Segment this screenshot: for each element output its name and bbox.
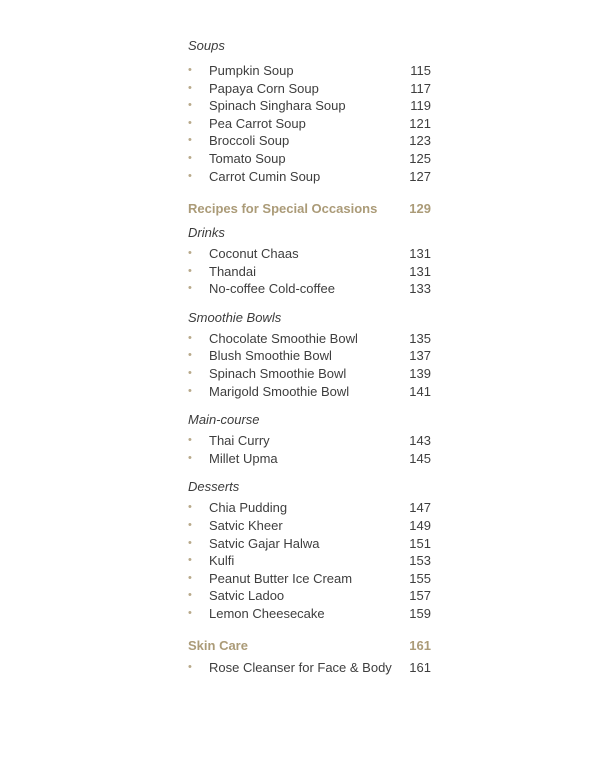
bullet-icon: • — [188, 64, 192, 76]
bullet-icon: • — [188, 367, 192, 379]
entry-label: Pea Carrot Soup — [209, 116, 306, 131]
entry-page-number: 147 — [409, 500, 431, 515]
entry-label: Tomato Soup — [209, 151, 286, 166]
entry-label: No-coffee Cold-coffee — [209, 281, 335, 296]
section-heading-smoothie-bowls: Smoothie Bowls — [188, 310, 282, 325]
section-heading-desserts: Desserts — [188, 479, 240, 494]
entry-page-number: 135 — [409, 331, 431, 346]
bullet-icon: • — [188, 170, 192, 182]
entry-label: Blush Smoothie Bowl — [209, 348, 332, 363]
bullet-icon: • — [188, 537, 192, 549]
entry-page-number: 121 — [409, 116, 431, 131]
section-heading-soups: Soups — [188, 38, 225, 53]
bullet-icon: • — [188, 82, 192, 94]
bullet-icon: • — [188, 607, 192, 619]
entry-page-number: 123 — [409, 133, 431, 148]
bullet-icon: • — [188, 152, 192, 164]
entry-page-number: 127 — [409, 169, 431, 184]
chapter-title: Skin Care — [188, 638, 248, 653]
entry-page-number: 131 — [409, 264, 431, 279]
entry-label: Satvic Kheer — [209, 518, 283, 533]
entry-label: Marigold Smoothie Bowl — [209, 384, 350, 399]
entry-label: Millet Upma — [209, 451, 278, 466]
entry-label: Broccoli Soup — [209, 133, 290, 148]
bullet-icon: • — [188, 247, 192, 259]
entry-page-number: 155 — [409, 571, 431, 586]
entry-label: Coconut Chaas — [209, 246, 299, 261]
section-heading-main-course: Main-course — [188, 412, 260, 427]
entry-label: Satvic Gajar Halwa — [209, 536, 320, 551]
entry-label: Satvic Ladoo — [209, 588, 285, 603]
bullet-icon: • — [188, 589, 192, 601]
bullet-icon: • — [188, 332, 192, 344]
entry-page-number: 161 — [409, 660, 431, 675]
chapter-title: Recipes for Special Occasions — [188, 201, 378, 216]
entry-page-number: 137 — [409, 348, 431, 363]
bullet-icon: • — [188, 661, 192, 673]
entry-page-number: 149 — [409, 518, 431, 533]
entry-page-number: 115 — [410, 63, 431, 78]
entry-label: Chocolate Smoothie Bowl — [209, 331, 358, 346]
entry-page-number: 143 — [409, 433, 431, 448]
entry-label: Spinach Smoothie Bowl — [209, 366, 347, 381]
entry-page-number: 157 — [409, 588, 431, 603]
bullet-icon: • — [188, 572, 192, 584]
bullet-icon: • — [188, 385, 192, 397]
entry-label: Thandai — [209, 264, 256, 279]
entry-label: Chia Pudding — [209, 500, 288, 515]
entry-page-number: 139 — [409, 366, 431, 381]
entry-page-number: 151 — [409, 536, 431, 551]
entry-label: Spinach Singhara Soup — [209, 98, 346, 113]
bullet-icon: • — [188, 134, 192, 146]
entry-page-number: 133 — [409, 281, 431, 296]
bullet-icon: • — [188, 554, 192, 566]
chapter-heading-skin-care[interactable] — [188, 638, 431, 654]
entry-label: Papaya Corn Soup — [209, 81, 319, 96]
entry-page-number: 117 — [410, 81, 431, 96]
chapter-heading-special-occasions[interactable] — [188, 201, 431, 217]
entry-page-number: 119 — [410, 98, 431, 113]
bullet-icon: • — [188, 117, 192, 129]
entry-page-number: 159 — [409, 606, 431, 621]
entry-page-number: 125 — [409, 151, 431, 166]
entry-label: Pumpkin Soup — [209, 63, 294, 78]
chapter-page-number: 129 — [409, 201, 431, 216]
entry-page-number: 131 — [409, 246, 431, 261]
bullet-icon: • — [188, 519, 192, 531]
bullet-icon: • — [188, 282, 192, 294]
entry-page-number: 141 — [409, 384, 431, 399]
bullet-icon: • — [188, 452, 192, 464]
chapter-page-number: 161 — [409, 638, 431, 653]
entry-label: Peanut Butter Ice Cream — [209, 571, 353, 586]
entry-label: Kulfi — [209, 553, 235, 568]
entry-label: Lemon Cheesecake — [209, 606, 325, 621]
entry-label: Rose Cleanser for Face & Body — [209, 660, 392, 675]
section-heading-drinks: Drinks — [188, 225, 225, 240]
bullet-icon: • — [188, 434, 192, 446]
bullet-icon: • — [188, 265, 192, 277]
bullet-icon: • — [188, 501, 192, 513]
entry-page-number: 145 — [409, 451, 431, 466]
entry-label: Thai Curry — [209, 433, 270, 448]
bullet-icon: • — [188, 99, 192, 111]
bullet-icon: • — [188, 349, 192, 361]
entry-label: Carrot Cumin Soup — [209, 169, 321, 184]
entry-page-number: 153 — [409, 553, 431, 568]
